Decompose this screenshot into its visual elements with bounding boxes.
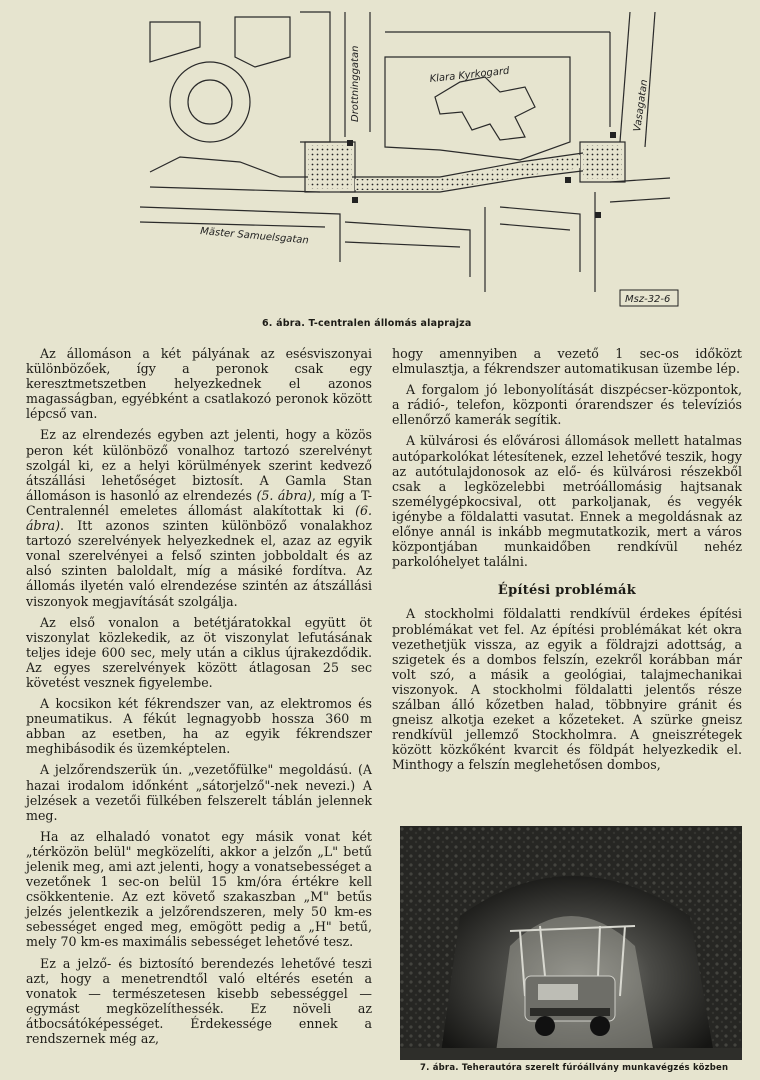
paragraph: Az állomáson a két pályának az esésviszonyai különbözőek, így a peronok csak egy keresztmetszetben helyezkednek el azonos magasságban, egyébként a csatlakozó peronok között lépcső van.: [26, 346, 372, 422]
paragraph: A kocsikon két fékrendszer van, az elektromos és pneumatikus. A fékút legnagyobb hossza 360 m abban az esetben, ha az egyik fékrendszer meghibásodik és üzemképtelen.: [26, 696, 372, 757]
figure-tag: Msz-32-6: [625, 294, 671, 305]
paragraph: Ez az elrendezés egyben azt jelenti, hogy a közös peron két különböző vonalhoz tartozó szerelvényt szolgál ki, ez a helyi körülmények szerint kedvező átszállási lehetőséget biztosít. A Gamla Stan állomáson is hasonló az elrendezés (5. ábra), míg a T-Centralennél emeletes állomást alakítottak ki (6. ábra). Itt azonos szinten különböző vonalakhoz tartozó szerelvények helyezkednek el, azaz az egyik vonal szerelvényei a felső szinten jobboldalt és az alsó szinten baloldalt, míg a másiké fordítva. Az állomás ilyetén való elrendezése szintén az átszállási viszonyok megjavítását szolgálja.: [26, 427, 372, 609]
street-label-vasagatan: Vasagatan: [632, 78, 651, 133]
area-label-klara: Klara Kyrkogard: [429, 65, 510, 85]
figure-reference: (6. ábra): [26, 502, 372, 534]
paragraph: hogy amennyiben a vezető 1 sec-os időközt elmulasztja, a fékrendszer automatikusan üzembe lép.: [392, 346, 742, 377]
paragraph: A jelzőrendszerük ún. „vezetőfülke" megoldású. (A hazai irodalom időnként „sátorjelző"-nek nevezi.) A jelzések a vezetői fülkében felszerelt táblán jelennek meg.: [26, 762, 372, 823]
street-label-drottninggatan: Drottninggatan: [350, 45, 361, 122]
paragraph: Az első vonalon a betétjáratokkal együtt öt viszonylat közlekedik, az öt viszonylat lefutásának teljes ideje 600 sec, mely után a ciklus újrakezdődik. Az egyes szerelvények között átlagosan 25 sec követést vesznek figyelembe.: [26, 614, 372, 690]
station-plan-figure: [140, 2, 680, 310]
section-heading: Építési problémák: [497, 583, 637, 599]
figure-7-caption: 7. ábra. Teherautóra szerelt fúróállvány munkavégzés közben: [420, 1063, 729, 1073]
paragraph: A stockholmi földalatti rendkívül érdekes építési problémákat vet fel. Az építési problémákat két okra vezethetjük vissza, az egyik a földrajzi adottság, a szigetek és a dombos felszín, ezekről korábban már volt szó, a másik a geológiai, talajmechanikai viszonyok. A stockholmi földalatti jelentős része szálban álló kőzetben halad, többnyire gránit és gneisz alkotja ezeket a kőzeteket. A szürke gneisz rendkívül jellemző Stockholmra. A gneiszrétegek között közkőként kvarcit és földpát helyezkedik el. Minthogy a felszín meglehetősen dombos,: [392, 606, 742, 773]
paragraph: Ha az elhaladó vonatot egy másik vonat két „térközön belül" megközelíti, akkor a jelzőn „L" betű jelenik meg, ami azt jelenti, hogy a vonatsebességet a vezetőnek 1 sec-on belül 15 km/óra értékre kell csökkentenie. Az ezt követő szakaszban „M" betűs jelzés jelentkezik a jelzőrendszeren, mely 50 km-es sebességet enged meg, emögött pedig a „H" betű, mely 70 km-es maximális sebességet lehetővé tesz.: [26, 828, 372, 950]
paragraph: A forgalom jó lebonyolítását diszpécser-központok, a rádió-, telefon, központi órarendszer és televíziós ellenőrző kamerák segítik.: [392, 382, 742, 428]
figure-6-caption: 6. ábra. T-centralen állomás alaprajza: [262, 318, 472, 329]
paragraph: A külvárosi és elővárosi állomások mellett hatalmas autóparkolókat létesítenek, ezzel lehetővé teszik, hogy az autótulajdonosok az elő- és külvárosi részekből csak a legközelebbi metróállomásig hajtsanak személygépkocsival, ott parkoljanak, és vegyék igénybe a földalatti vasutat. Ennek a megoldásnak az előnye annál is inkább megmutatkozik, mert a város központjában munkaidőben rendkívül nehéz parkolóhelyet találni.: [392, 433, 742, 570]
right-column: [392, 346, 742, 778]
station-plan-drawing: [140, 2, 680, 310]
left-column: [26, 346, 372, 1052]
tunnel-photo-drawing: [400, 826, 742, 1060]
paragraph: Ez a jelző- és biztosító berendezés lehetővé teszi azt, hogy a menetrendtől való eltérés esetén a vonatok — természetesen kisebb sebességgel — egymást megközelíthessék. Ez növeli az átbocsátóképességet. Érdekessége ennek a rendszernek még az,: [26, 955, 372, 1047]
street-label-master-samuelsgatan: Mäster Samuelsgatan: [199, 226, 310, 247]
figure-reference: (5. ábra): [256, 487, 312, 503]
drilling-rig-photo: [400, 826, 742, 1060]
